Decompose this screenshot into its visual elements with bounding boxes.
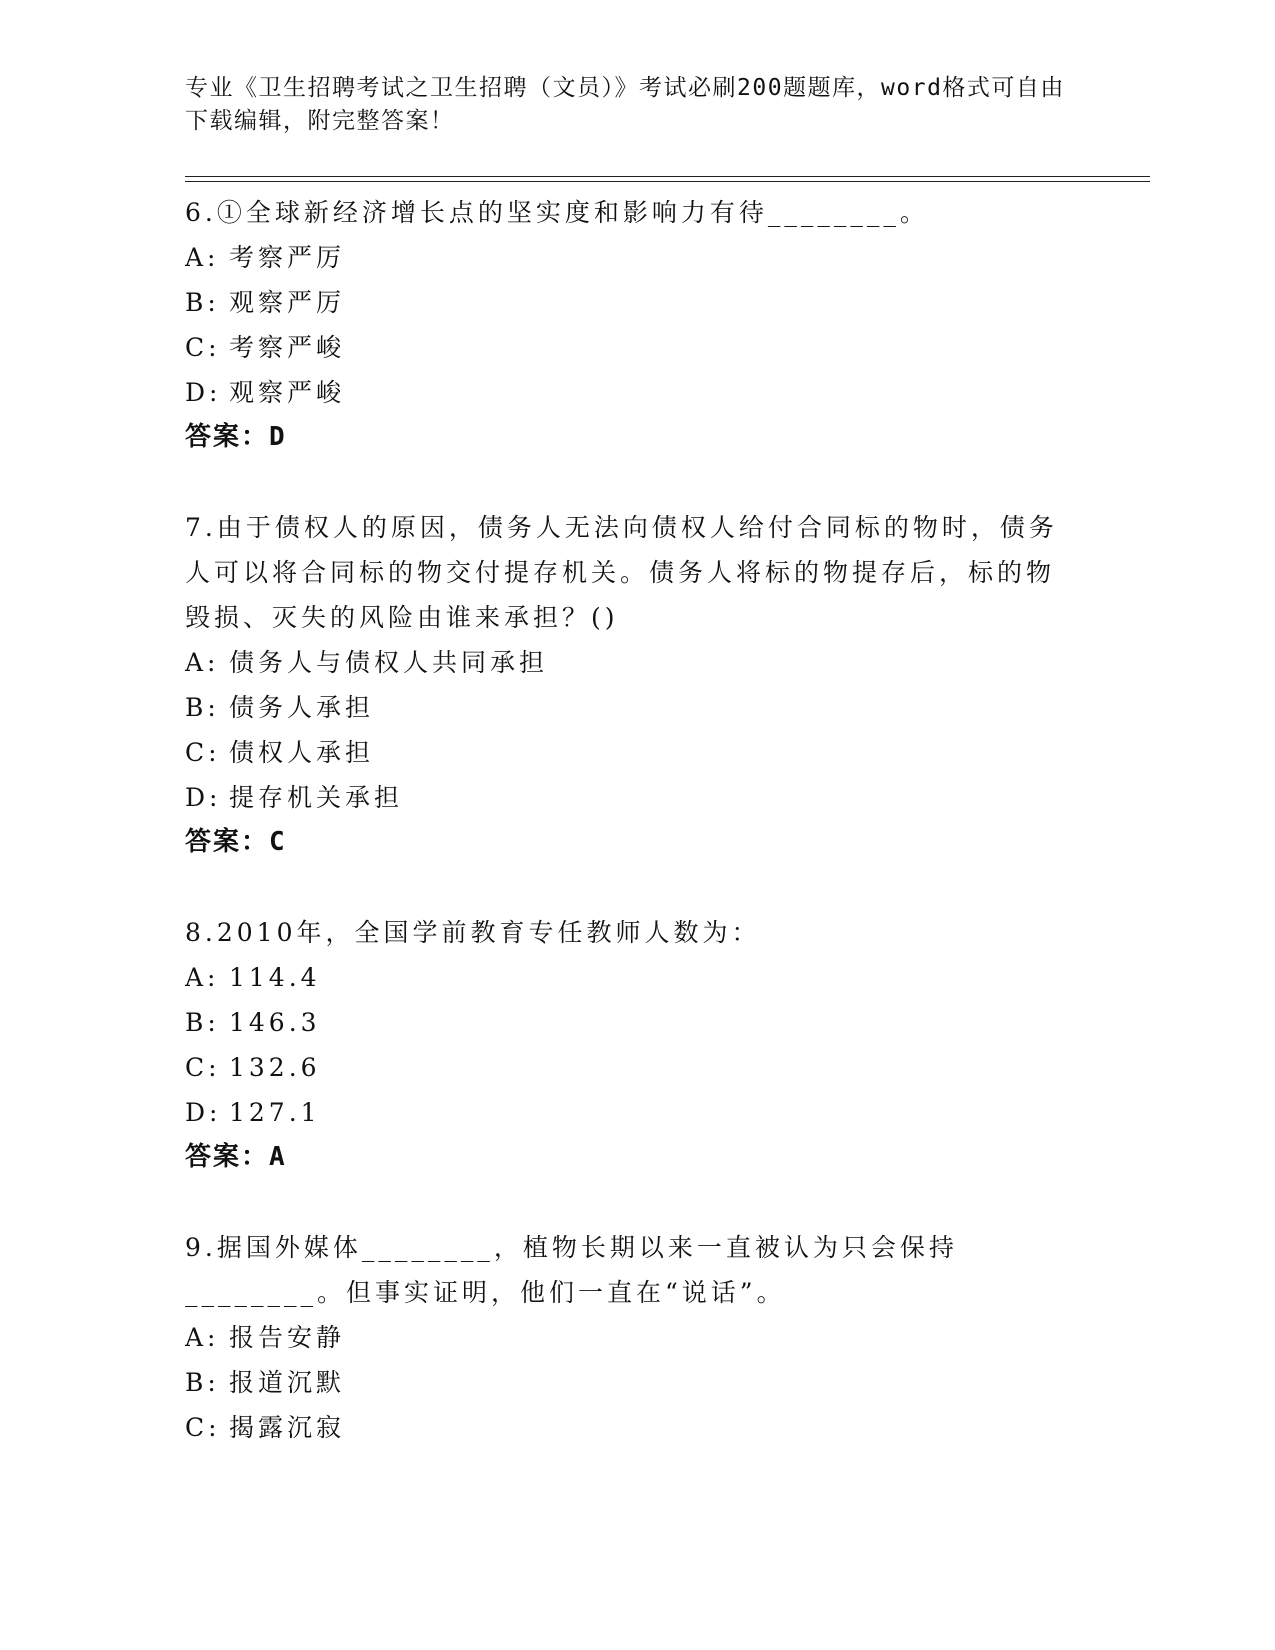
- option-letter: A:: [185, 648, 220, 677]
- option-c: [185, 1405, 1065, 1450]
- option-b: [185, 1360, 1065, 1405]
- answer-line: 答案：D: [185, 422, 287, 452]
- option-letter: C:: [185, 1413, 221, 1442]
- option-letter: D:: [185, 378, 222, 407]
- option-text: 考察严峻: [229, 333, 346, 362]
- option-text: 146.3: [229, 1008, 321, 1037]
- option-letter: A:: [185, 243, 220, 272]
- option-b: [185, 685, 1065, 730]
- spacer: [185, 460, 1065, 505]
- option-text: 债务人与债权人共同承担: [229, 648, 549, 677]
- option-b: [185, 280, 1065, 325]
- spacer: [185, 1180, 1065, 1225]
- question-list: [185, 190, 1065, 1450]
- option-d: [185, 775, 1065, 820]
- option-text: 债务人承担: [229, 693, 375, 722]
- answer-line: 答案：A: [185, 1142, 287, 1172]
- option-letter: C:: [185, 333, 221, 362]
- option-letter: B:: [185, 1008, 220, 1037]
- option-letter: B:: [185, 288, 220, 317]
- question-text: 8.2010年，全国学前教育专任教师人数为：: [185, 918, 761, 947]
- option-letter: B:: [185, 1368, 220, 1397]
- question-text: 6.①全球新经济增长点的坚实度和影响力有待________。: [185, 198, 929, 227]
- option-text: 114.4: [229, 963, 321, 992]
- question-6: [185, 190, 1065, 460]
- option-text: 报告安静: [229, 1323, 346, 1352]
- option-letter: A:: [185, 963, 220, 992]
- option-text: 提存机关承担: [229, 783, 404, 812]
- option-c: [185, 1045, 1065, 1090]
- option-a: [185, 955, 1065, 1000]
- option-c: [185, 730, 1065, 775]
- option-d: [185, 1090, 1065, 1135]
- option-text: 观察严峻: [229, 378, 346, 407]
- option-letter: C:: [185, 1053, 221, 1082]
- option-b: [185, 1000, 1065, 1045]
- option-text: 127.1: [229, 1098, 321, 1127]
- option-text: 132.6: [229, 1053, 321, 1082]
- option-text: 观察严厉: [229, 288, 346, 317]
- option-text: 报道沉默: [229, 1368, 346, 1397]
- option-a: [185, 235, 1065, 280]
- option-letter: B:: [185, 693, 220, 722]
- question-8: [185, 910, 1065, 1180]
- option-d: [185, 370, 1065, 415]
- option-letter: D:: [185, 783, 222, 812]
- question-9: [185, 1225, 1065, 1450]
- option-text: 揭露沉寂: [229, 1413, 346, 1442]
- option-c: [185, 325, 1065, 370]
- document-header: 专业《卫生招聘考试之卫生招聘（文员）》考试必刷200题题库，word格式可自由下载编辑，附完整答案！: [185, 75, 1065, 134]
- question-text: 9.据国外媒体________，植物长期以来一直被认为只会保持________。但事实证明，他们一直在“说话”。: [185, 1233, 958, 1307]
- answer-line: 答案：C: [185, 827, 287, 857]
- question-7: [185, 505, 1065, 865]
- header-divider-bottom: [185, 181, 1150, 182]
- header-divider-top: [185, 176, 1150, 177]
- option-a: [185, 1315, 1065, 1360]
- option-text: 考察严厉: [229, 243, 346, 272]
- option-letter: A:: [185, 1323, 220, 1352]
- option-letter: C:: [185, 738, 221, 767]
- option-letter: D:: [185, 1098, 222, 1127]
- question-text: 7.由于债权人的原因，债务人无法向债权人给付合同标的物时，债务人可以将合同标的物交付提存机关。债务人将标的物提存后，标的物毁损、灭失的风险由谁来承担？(): [185, 513, 1058, 632]
- option-a: [185, 640, 1065, 685]
- option-text: 债权人承担: [229, 738, 375, 767]
- spacer: [185, 865, 1065, 910]
